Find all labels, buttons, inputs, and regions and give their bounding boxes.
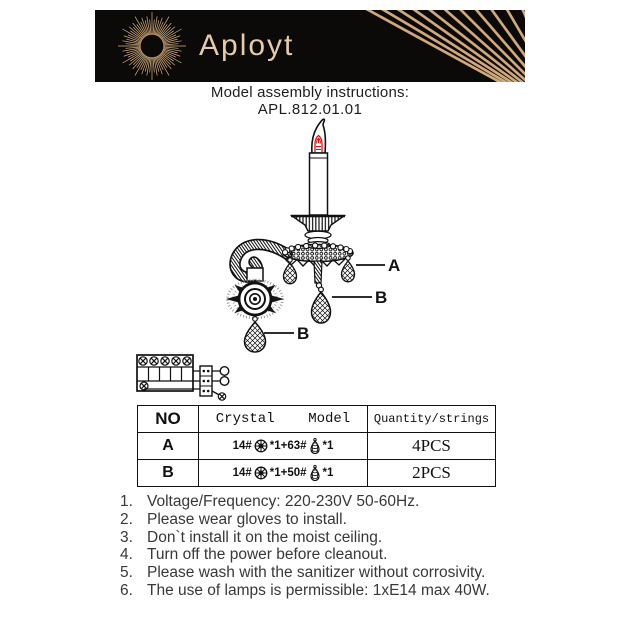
ground-screw <box>218 393 225 400</box>
bobeche-cup <box>292 216 344 231</box>
brand-name: Aployt <box>199 29 295 62</box>
col-header-quantity: Quantity/strings <box>368 406 496 433</box>
spec-text: *1 <box>322 467 334 480</box>
table-row <box>138 460 496 487</box>
spec-text: 14# <box>232 467 252 480</box>
table-row <box>138 433 496 460</box>
crystal-drop-b <box>312 261 331 323</box>
starburst-center <box>140 34 164 58</box>
col-header-crystal-model: Crystal Model <box>199 406 368 433</box>
spec-text: *1 <box>322 440 334 453</box>
row-a-spec <box>199 433 368 460</box>
crystal-ball-icon <box>254 466 268 480</box>
note-number: 5. <box>120 564 133 582</box>
crystal-drop-icon <box>309 465 321 481</box>
part-label-b-plate: B <box>297 324 310 343</box>
banner-art <box>95 10 525 82</box>
instruction-notes <box>120 493 530 600</box>
crystal-drop-plate-b <box>245 315 266 352</box>
terminal-screws <box>139 357 191 390</box>
table-header-row <box>138 406 496 433</box>
note-number: 3. <box>120 528 133 546</box>
note-item <box>120 493 530 511</box>
note-number: 1. <box>120 493 133 510</box>
row-b-no: B <box>138 460 199 487</box>
note-number: 6. <box>120 581 133 599</box>
model-number: APL.812.01.01 <box>257 101 363 118</box>
page-title: Model assembly instructions: <box>210 84 410 101</box>
part-label-b-arm: B <box>375 288 388 307</box>
note-item <box>120 564 530 582</box>
corner-rays-decoration <box>361 10 525 82</box>
row-a-no: A <box>138 433 199 460</box>
connector-block <box>200 366 212 396</box>
row-b-quantity: 2PCS <box>368 460 496 487</box>
mounting-bracket-diagram <box>128 351 246 403</box>
note-text: Turn off the power before cleanout. <box>147 546 388 564</box>
candle-lamp <box>291 119 345 248</box>
spec-text: 14# <box>232 440 252 453</box>
note-text: The use of lamps is permissible: 1xE14 max 40W. <box>147 581 490 599</box>
row-a-quantity: 4PCS <box>368 433 496 460</box>
note-text: Voltage/Frequency: 220-230V 50-60Hz. <box>147 493 420 510</box>
note-text: Don`t install it on the moist ceiling. <box>147 528 383 546</box>
note-text: Please wear gloves to install. <box>147 510 347 528</box>
note-item <box>120 582 530 600</box>
note-number: 2. <box>120 510 133 528</box>
brand-banner <box>95 10 525 82</box>
ring-terminal-1 <box>220 367 229 376</box>
note-text: Please wash with the sanitizer without corrosivity. <box>147 564 486 582</box>
spec-text: *1+50# <box>269 467 307 480</box>
crystal-ball-icon <box>254 439 268 453</box>
note-number: 4. <box>120 546 133 564</box>
candle-tube <box>310 153 328 215</box>
spec-text: *1+63# <box>269 440 307 453</box>
part-label-a: A <box>388 256 401 275</box>
note-item <box>120 529 530 547</box>
crystal-drop-icon <box>309 438 321 454</box>
sconce-assembly-drawing <box>135 113 425 363</box>
parts-table <box>137 405 496 487</box>
note-item <box>120 511 530 529</box>
row-b-spec <box>199 460 368 487</box>
note-item <box>120 546 530 564</box>
col-header-no: NO <box>138 406 199 433</box>
ring-terminal-2 <box>220 377 229 386</box>
